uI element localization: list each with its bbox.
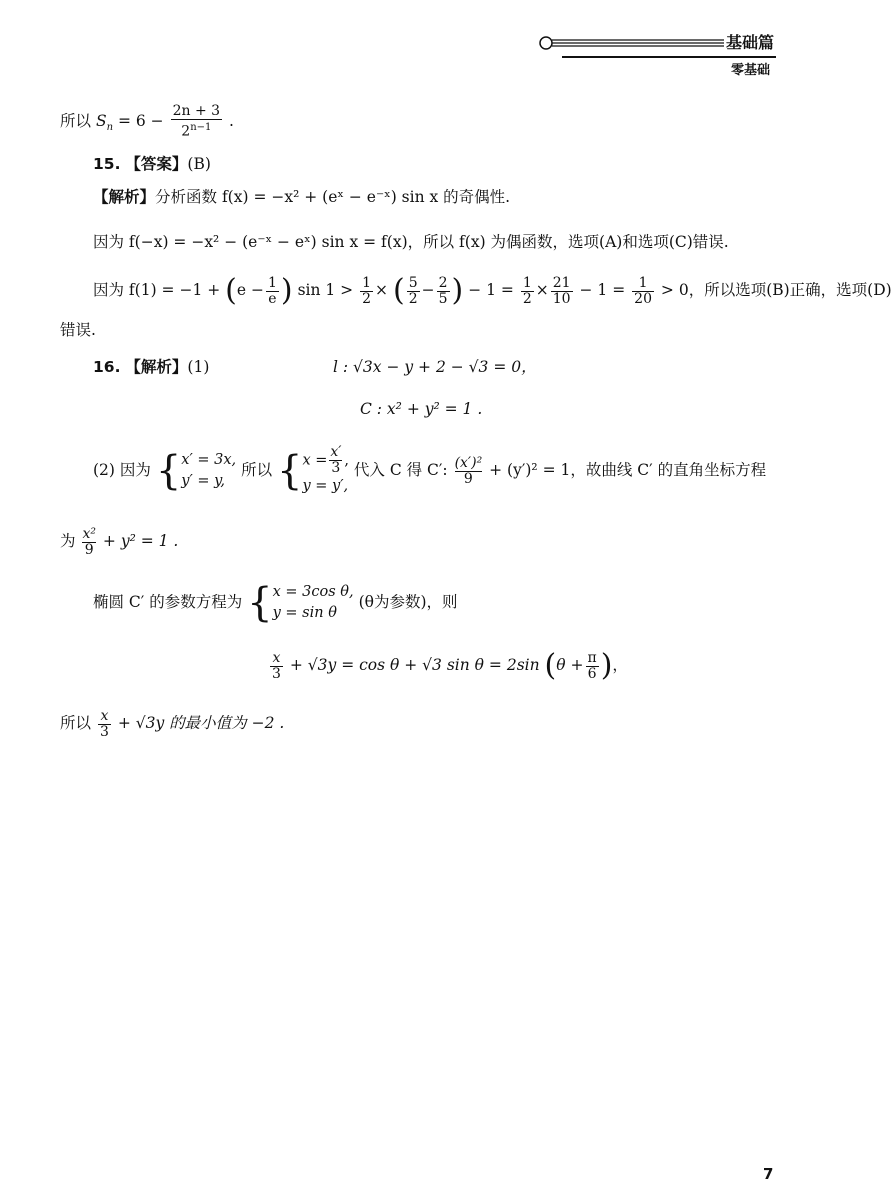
- header-ornament: [538, 35, 724, 53]
- q16-parametric-line: 椭圆 C′ 的参数方程为 {x = 3cos θ, y = sin θ (θ为参数)，则: [93, 580, 458, 626]
- header-subtitle: 零基础: [731, 63, 771, 78]
- q16-cartesian-line: 为 $\frac{\text{x²}}{9}$ + y² = 1 .: [60, 525, 179, 558]
- q16-line-equation: l : √3x − y + 2 − √3 = 0，: [333, 358, 537, 376]
- header-rule: [562, 56, 776, 58]
- q15-even-function-line: 因为 f(−x) = −x² − (e⁻ˣ − eˣ) sin x = f(x)，所以 f(x) 为偶函数，选项(A)和选项(C)错误.: [93, 233, 729, 251]
- q15-inequality-line: 因为 f(1) = −1 + (e − $\frac{1}{e}$ ) sin 1 > $\frac{1}{2}$ × ( $\frac{5}{2}$ − $\frac{2}{5}$ ) − 1 = $\frac{1}{2}$ × $\frac{21}{10}$ − 1 = $\frac{1}{20}$ > 0，所以选项(B)正确，选项(D): [93, 273, 892, 308]
- q16-minimum-line: 所以 $\frac{x}{3}$ + √3y 的最小值为 −2 .: [60, 707, 285, 740]
- q15-answer-line: 15. 【答案】(B): [93, 155, 211, 173]
- q15-analysis-line: 【解析】分析函数 f(x) = −x² + (eˣ − e⁻ˣ) sin x 的奇偶性.: [93, 188, 511, 206]
- q16-circle-equation: C : x² + y² = 1 .: [360, 400, 483, 418]
- header-title: 基础篇: [726, 33, 775, 52]
- q15-error-line: 错误.: [60, 321, 96, 339]
- sn-result-line: 所以 $S_n = 6$ − $\frac{2n + 3}{2^{n-1}}$ .: [60, 103, 234, 140]
- q16-trig-equation: $\frac{x}{3}$ + √3y = cos θ + √3 sin θ = 2sin (θ + $\frac{\pi}{6}$ )，: [272, 648, 628, 683]
- q16-transform-line: (2) 因为 {x′ = 3x, y′ = y, 所以 {x = $\frac{x'}{3}$ , y = y′, 代入 C 得 C′: $\frac{\text{(x′)²}}{9}$ + (y′)² = 1，故曲线 C′ 的直角坐标方程: [93, 444, 767, 494]
- page-number: 7: [763, 1165, 774, 1183]
- q16-heading: 16. 【解析】(1): [93, 358, 210, 376]
